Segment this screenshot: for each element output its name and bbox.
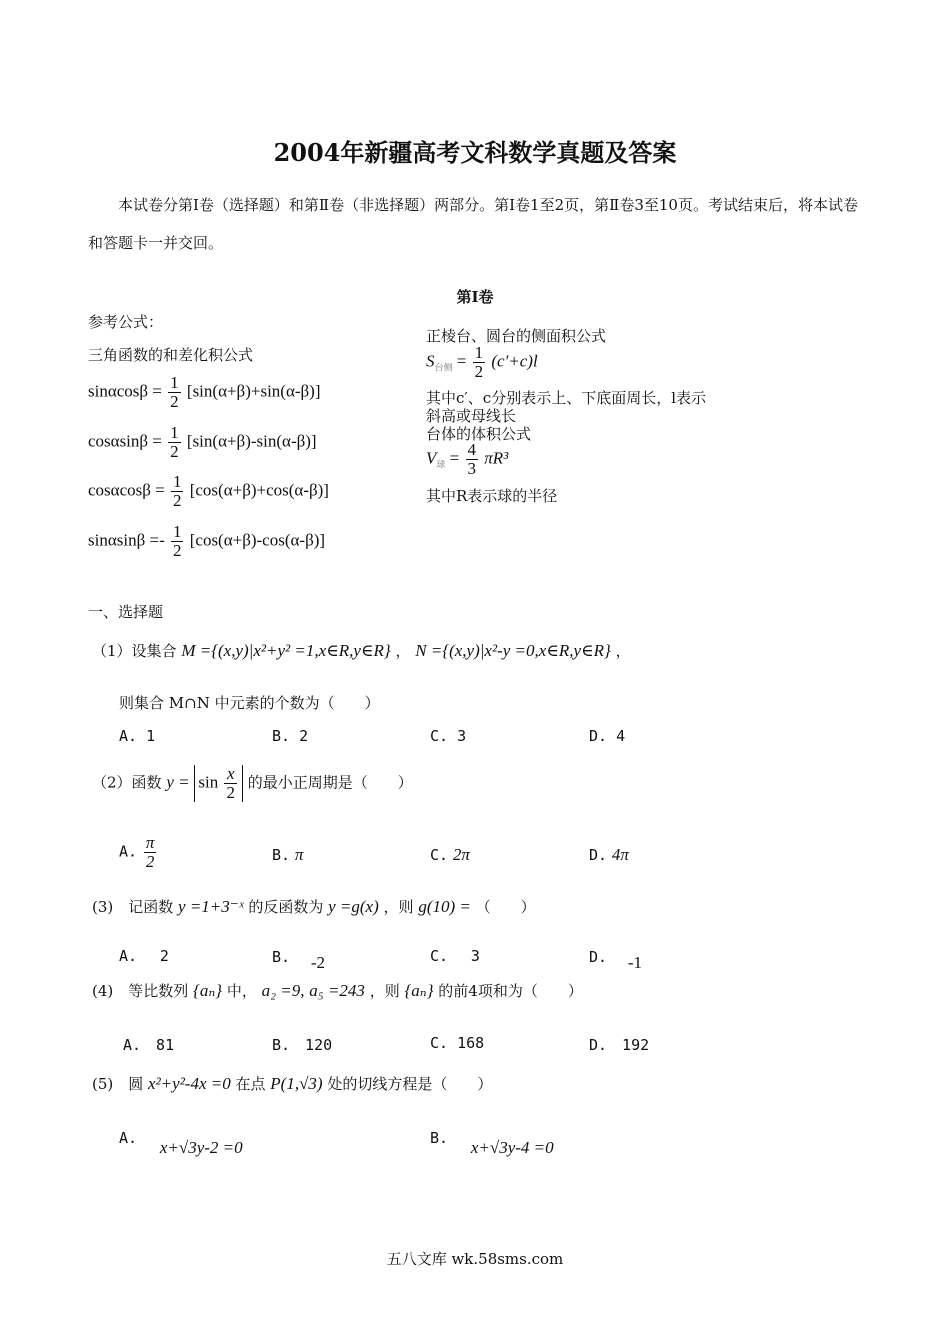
formula-lhs: sinαsinβ =- [88,530,165,550]
option-value: π [294,845,304,864]
question-mid: 中， [226,982,257,1000]
question-label: （1）设集合 [92,642,177,660]
fraction-num: π [145,833,155,852]
formula-lhs: cosαsinβ = [88,431,162,451]
fraction-num: 1 [170,423,179,442]
fraction-den: 2 [172,540,182,560]
option-value: 2π [452,845,470,864]
question-mid: 在点 [235,1075,266,1093]
section-heading: 一、选择题 [88,603,164,621]
option-d [589,947,643,972]
option-label: C. [430,947,449,965]
question-2 [92,765,413,802]
option-b: B. 2 [272,727,309,745]
option-label: B. [430,1129,449,1147]
volume-formula-label: 台体的体积公式 [426,425,532,443]
trig-formula-label: 三角函数的和差化积公式 [88,346,254,364]
option-value: -2 [310,953,326,972]
sequence: {aₙ} [193,981,223,1000]
option-label: B. [272,846,291,864]
fraction-num: 1 [474,343,484,362]
fraction-den: 2 [145,851,155,871]
volume-note: 其中R表示球的半径 [426,487,558,505]
question-tail: 的前4项和为（ ） [438,982,583,1000]
option-label: C. [430,846,449,864]
option-value: 3 [470,947,480,965]
option-c [430,845,470,865]
term-a2: a₂ =9, [261,981,305,1000]
question-tail: 的最小正周期是（ ） [247,773,413,792]
fraction-den: 2 [170,391,179,411]
set-m: M ={(x,y)|x²+y² =1,x∈R,y∈R} [181,641,391,660]
frustum-s: S [426,351,435,371]
question-label: （2）函数 [92,773,162,792]
separator: ， [395,642,411,660]
circle-equation: x²+y²-4x =0 [148,1074,231,1093]
frustum-eq: = [456,351,467,371]
question-then: ，则 [383,898,414,916]
frustum-rhs: (c′+c)l [491,351,538,371]
option-value: x+√3y-4 =0 [470,1138,554,1157]
page-title: 2004年新疆高考文科数学真题及答案 [273,138,677,167]
fraction-den: 2 [172,490,182,510]
option-label: D. [589,948,608,966]
frustum-note-1: 其中c′、c分别表示上、下底面周长，l表示 [426,389,707,407]
frustum-note-2: 斜高或母线长 [426,407,517,425]
fraction-den: 2 [474,361,484,381]
option-value: -1 [627,953,643,972]
point-p: P(1,√3) [270,1074,323,1093]
question-5 [92,1073,492,1094]
volume-rhs: πR³ [484,448,509,468]
option-c: C. 3 [430,727,467,745]
fraction-den: 3 [467,458,476,478]
volume-formula [426,441,508,478]
function-y: y = [166,772,190,792]
option-value: 4π [611,845,629,864]
separator: ， [615,642,631,660]
volume-eq: = [449,448,460,468]
option-b [272,845,303,865]
formula-rhs: [cos(α+β)+cos(α-β)] [189,480,329,500]
footer-watermark: 五八文库 wk.58sms.com [386,1250,564,1268]
volume-v: V [426,448,437,468]
fraction-den: 2 [170,441,179,461]
option-a [119,947,169,965]
trig-formula-3 [88,473,329,510]
frustum-formula-label: 正棱台、圆台的侧面积公式 [426,327,607,345]
set-n: N ={(x,y)|x²-y =0,x∈R,y∈R} [415,641,611,660]
question-3 [92,896,536,917]
answer-paren: （ ） [475,898,536,916]
absolute-value [194,765,243,802]
option-value: 2 [159,947,169,965]
option-label: D. [589,846,608,864]
fraction-num: 1 [170,373,179,392]
question-1 [92,640,631,661]
fraction [466,441,479,478]
option-b [272,947,326,972]
fraction-num: 1 [172,522,182,541]
formula-rhs: [sin(α+β)-sin(α-β)] [186,431,317,451]
question-label: (5) 圆 [92,1075,144,1093]
option-d [589,845,629,865]
formula-lhs: cosαcosβ = [88,480,165,500]
fraction [224,765,237,802]
option-a [119,1128,243,1157]
question-label: (3) 记函数 [92,898,174,916]
fraction [168,424,181,461]
trig-formula-2 [88,424,317,461]
fraction [171,473,184,510]
option-label: A. [119,947,138,965]
option-b [430,1128,554,1157]
fraction [144,834,157,871]
frustum-formula [426,344,538,381]
question-1-line-2: 则集合 M∩N 中元素的个数为（ ） [119,694,380,712]
option-c [430,947,480,965]
question-4 [92,980,583,1001]
question-label: (4) 等比数列 [92,982,189,1000]
formula-rhs: [sin(α+β)+sin(α-β)] [186,381,321,401]
frustum-subscript: 台侧 [434,362,453,373]
option-label: A. [119,842,138,861]
question-mid: 的反函数为 [248,898,324,916]
trig-formula-4 [88,523,325,560]
function-expr: y =1+3⁻ˣ [178,897,244,916]
question-then: ，则 [369,982,400,1000]
formula-rhs: [cos(α+β)-cos(α-β)] [189,530,326,550]
volume-heading: 第Ⅰ卷 [456,288,494,306]
option-c: C. 168 [430,1034,485,1052]
fraction [168,374,181,411]
term-a5: a₅ =243 [309,981,365,1000]
option-a: A. 1 [119,727,156,745]
fraction-num: x [224,765,237,784]
formula-lhs: sinαcosβ = [88,381,162,401]
reference-formula-label: 参考公式： [88,313,164,331]
inverse-function: y =g(x) [328,897,379,916]
fraction-num: 1 [172,472,182,491]
option-d: D. 192 [589,1036,650,1054]
option-label: A. [119,1129,138,1147]
option-label: B. [272,948,291,966]
fraction [171,523,184,560]
fraction [473,344,486,381]
sin-text: sin [198,772,219,792]
fraction-num: 4 [467,440,476,459]
fraction-den: 2 [226,782,235,802]
sequence: {aₙ} [404,981,434,1000]
option-a [119,834,158,871]
option-b: B. 120 [272,1036,333,1054]
option-value: x+√3y-2 =0 [159,1138,243,1157]
intro-paragraph: 本试卷分第Ⅰ卷（选择题）和第Ⅱ卷（非选择题）两部分。第Ⅰ卷1至2页，第Ⅱ卷3至10页。考试结束后，将本试卷和答题卡一并交回。 [88,196,858,252]
trig-formula-1 [88,374,321,411]
question-tail: 处的切线方程是（ ） [327,1075,493,1093]
option-d: D. 4 [589,727,626,745]
option-a: A. 81 [123,1036,175,1054]
question-ask: g(10) = [418,897,471,916]
volume-subscript: 球 [436,459,446,470]
